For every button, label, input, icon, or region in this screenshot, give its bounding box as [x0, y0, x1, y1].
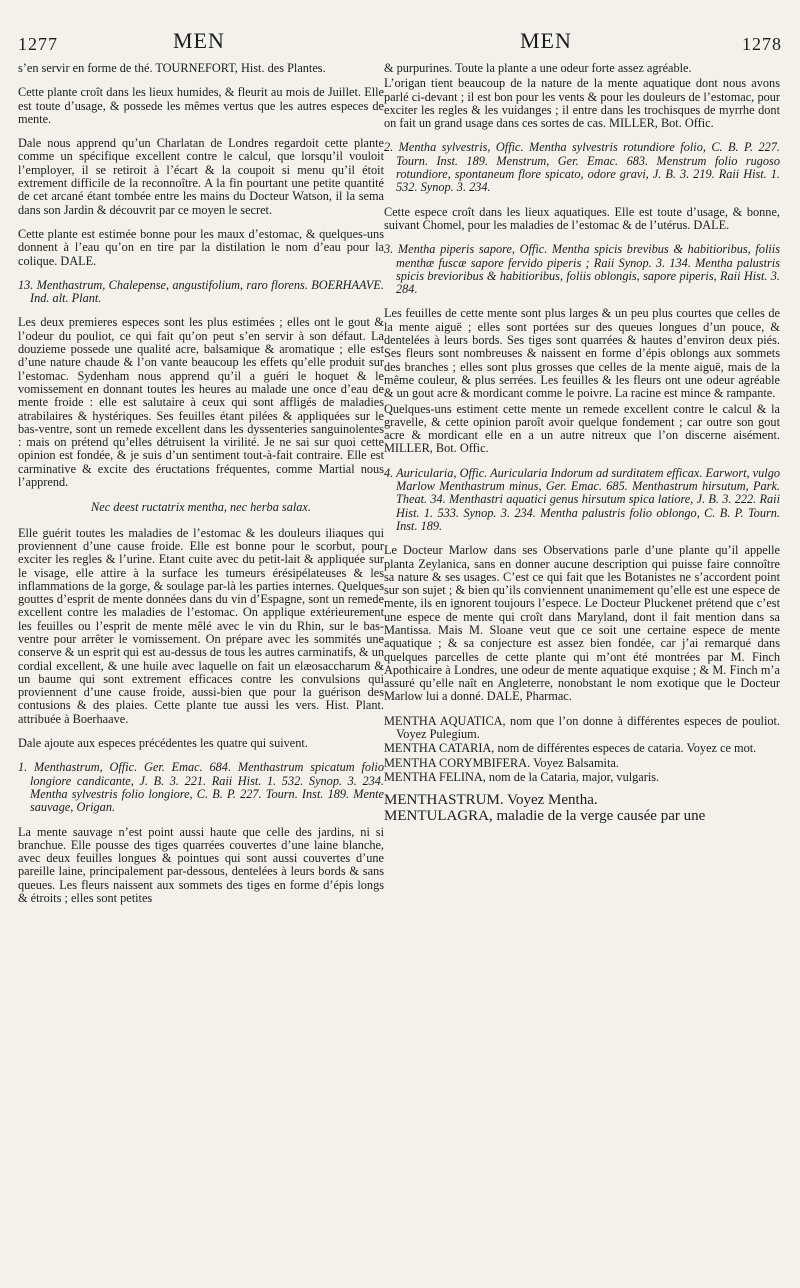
paragraph: L’origan tient beaucoup de la nature de la mente aquatique dont nous avons parlé ci-devant ; il est bon pour les vents & pour les douleurs de l’estomac, pour exciter les regles & les vuidanges ; il entre dans les trochisques de myrrhe dont on fait un grand usage dans ces sortes de cas. MILLER, Bot. Offic.: [384, 76, 780, 131]
paragraph: s’en servir en forme de thé. TOURNEFORT, Hist. des Plantes.: [18, 61, 326, 75]
paragraph: & purpurines. Toute la plante a une odeur forte assez agréable.: [384, 61, 692, 75]
species-entry: 1. Menthastrum, Offic. Ger. Emac. 684. Menthastrum spicatum folio longiore candicante, J. B. 3. 221. Raii Hist. 1. 532. Synop. 3. 234. Mentha sylvestris folio longiore, C. B. P. 227. Tourn. Inst. 189. Mente sauvage, Origan.: [18, 760, 384, 815]
verse-quote: Nec deest ructatrix mentha, nec herba salax.: [91, 500, 311, 515]
running-head-left: MEN: [173, 28, 225, 53]
species-entry: 13. Menthastrum, Chalepense, angustifolium, raro florens. BOERHAAVE. Ind. alt. Plant.: [18, 277, 384, 306]
paragraph: La mente sauvage n’est point aussi haute que celle des jardins, ni si branchue. Elle pousse des tiges quarrées couvertes d’une laine blanche, avec deux feuilles longues & pointues qui sont aussi couvertes d’une pareille laine, principalement par-dessous, dentelées à leurs bords & sans queues. Les fleurs naissent aux sommets des tiges en forme d’épis longs & étroits ; elles sont petites: [18, 824, 384, 906]
page-number-right: 1278: [742, 34, 782, 54]
paragraph: Cette plante croît dans les lieux humides, & fleurit au mois de Juillet. Elle est toute d’usage, & possede les mêmes vertus que les autres especes de mente.: [18, 85, 384, 126]
page-header: [18, 28, 782, 64]
paragraph: Quelques-uns estiment cette mente un remede excellent contre le calcul & la gravelle, & cette opinion paroît avoir quelque fondement ; car outre son gout acre & mordicant elle en a un autre nitreux que l’on discerne aisément. MILLER, Bot. Offic.: [384, 401, 780, 456]
species-entry: 4. Auricularia, Offic. Auricularia Indorum ad surditatem efficax. Earwort, vulgo Marlow Menthastrum minus, Ger. Emac. 685. Menthastrum hirsutum, Park. Theat. 34. Menthastri aquatici genus hirsutum spica latiore, J. B. 3. 222. Raii Hist. 1. 533. Synop. 3. 234. Mentha palustris folio oblongo, C. B. P. Tourn. Inst. 189.: [384, 465, 780, 533]
paragraph: Les feuilles de cette mente sont plus larges & un peu plus courtes que celles de la mente aiguë ; elles sont portées sur des queues longues d’un pouce, & dentelées à leurs bords. Ses tiges sont quarrées & hautes d’environ deux piés. Ses fleurs sont nombreuses & naissent en forme d’épis oblongs aux sommets des branches ; elles sont plus grosses que celles de la mente aiguë, mais de la même couleur, & plus serrées. Les feuilles & les fleurs ont une odeur agréable & un gout acre & mordicant comme le poivre. La racine est mince & rampante.: [384, 306, 780, 401]
headword-entry: MENTULAGRA, maladie de la verge causée par une: [384, 808, 706, 825]
dictionary-entry: MENTHA AQUATICA, nom que l’on donne à différentes especes de pouliot. Voyez Pulegium.: [384, 713, 780, 742]
paragraph: Cette espece croît dans les lieux aquatiques. Elle est toute d’usage, & bonne, suivant Chomel, pour les maladies de l’estomac & de l’utérus. DALE.: [384, 204, 780, 232]
running-head-right: MEN: [520, 28, 572, 53]
dictionary-entry: MENTHA CATARIA, nom de différentes especes de cataria. Voyez ce mot.: [384, 741, 757, 756]
dictionary-entry: MENTHA FELINA, nom de la Cataria, major, vulgaris.: [384, 769, 660, 784]
right-column: [384, 62, 780, 824]
species-entry: 3. Mentha piperis sapore, Offic. Mentha spicis brevibus & habitioribus, foliis menthæ fuscæ sapore fervido piperis ; Raii Synop. 3. 134. Mentha palustris spicis brevioribus & habitioribus, foliis oblongis, sapore piperis, Raii Hist. 3. 284.: [384, 242, 780, 297]
paragraph: Cette plante est estimée bonne pour les maux d’estomac, & quelques-uns donnent à l’eau qu’on en tire par la distilation le nom d’eau pour la colique. DALE.: [18, 226, 384, 268]
species-entry: 2. Mentha sylvestris, Offic. Mentha sylvestris rotundiore folio, C. B. P. 227. Tourn. Inst. 189. Menstrum, Ger. Emac. 683. Menstrum folio rugoso rotundiore, spontaneum flore spicato, odore gravi, J. B. 3. 219. Raii Hist. 1. 532. Synop. 3. 234.: [384, 140, 780, 195]
dictionary-entry: MENTHA CORYMBIFERA. Voyez Balsamita.: [384, 755, 619, 770]
page-number-left: 1277: [18, 34, 58, 54]
left-column: [18, 62, 384, 916]
paragraph: Le Docteur Marlow dans ses Observations parle d’une plante qu’il appelle planta Zeylanica, sans en donner aucune description qui puisse faire connoître sa nature & ses usages. C’est ce qui fait que les Botanistes ne s’accordent point sur son sujet ; & bien qu’ils conviennent unanimement qu’elle est une espece de mente, ils en ignorent toujours l’espece. Le Docteur Pluckenet prétend que c’est une espece de mente qui croît dans Maryland, dont il fait mention dans sa Mantissa. Mais M. Sloane veut que ce soit une certaine espece de mente aquatique ; & sa conjecture est assez bien fondée, car j’ai remarqué dans quelques parcelles de cette plante qui m’ont été montrées par M. Finch Apothicaire à Londres, une odeur de mente aquatique exquise ; & M. Finch m’a assuré qu’elle naît en Angleterre, nonobstant le nom exotique que le Docteur Marlow lui a donné. DALE, Pharmac.: [384, 543, 780, 704]
paragraph: Les deux premieres especes sont les plus estimées ; elles ont le gout & l’odeur du pouliot, ce qui fait qu’on peut s’en servir à son défaut. La douzieme possede une qualité acre, balsamique & aromatique ; elle est d’une nature chaude & l’on vante beaucoup les effets qu’elle produit sur l’estomac. Sydenham nous apprend qu’il a guéri le hoquet & le vomissement en donnant toutes les heures au malade une once d’eau de mente froide : elle est salutaire à ceux qui sont affligés de maladies atrabilaires & hystériques. Ses feuilles étant pilées & appliquées sur le bas-ventre, sont un remede excellent dans les dyssenteries sanguinolentes : mais on prétend qu’elles détruisent la virilité. Je ne sai sur quoi cette opinion est fondée, & je suis d’un sentiment tout-à-fait contraire. Elle est carminative & excite des éructations fréquentes, comme Martial nous l’apprend.: [18, 315, 384, 490]
paragraph: Elle guérit toutes les maladies de l’estomac & les douleurs iliaques qui proviennent d’une cause froide. Elle est bonne pour le scorbut, pour exciter les regles & l’urine. Etant cuite avec du petit-lait & appliquée sur le visage, elle attire à la surface les tumeurs érésipélateuses & les inflammations de la gorge, & soulage par-là les parties internes. Quelques gouttes d’esprit de mente données dans du vin d’Espagne, sont un remede excellent contre les maladies de l’estomac. On applique extérieurement les feuilles ou l’esprit de mente mêlé avec le vin du Rhin, sur le bas-ventre pour arrêter le vomissement. On prépare avec les sommités une conserve & un esprit qui est au-dessus de tous les autres carminatifs, & un cordial excellent, & une huile avec laquelle on fait un elæosaccharum & un baume qui sont extrement efficaces contre les convulsions qui proviennent d’une cause froide, aussi-bien que pour la guérison des contusions & des plaies. Cette plante tue aussi les vers. Hist. Plant. attribuée à Boerhaave.: [18, 525, 384, 726]
paragraph: Dale ajoute aux especes précédentes les quatre qui suivent.: [18, 736, 308, 751]
paragraph: Dale nous apprend qu’un Charlatan de Londres regardoit cette plante comme un spécifique excellent contre le calcul, que lorsqu’il vouloit l’employer, il se retiroit à l’écart & la coupoit si menu qu’il étoit extrement difficile de la reconnoître. A la fin pourtant une petite quantité de cet arcané étant tombée entre les mains du Docteur Watson, il la sema dans son Jardin & découvrit par ce moyen le secret.: [18, 136, 384, 217]
headword-entry: MENTHASTRUM. Voyez Mentha.: [384, 792, 598, 809]
